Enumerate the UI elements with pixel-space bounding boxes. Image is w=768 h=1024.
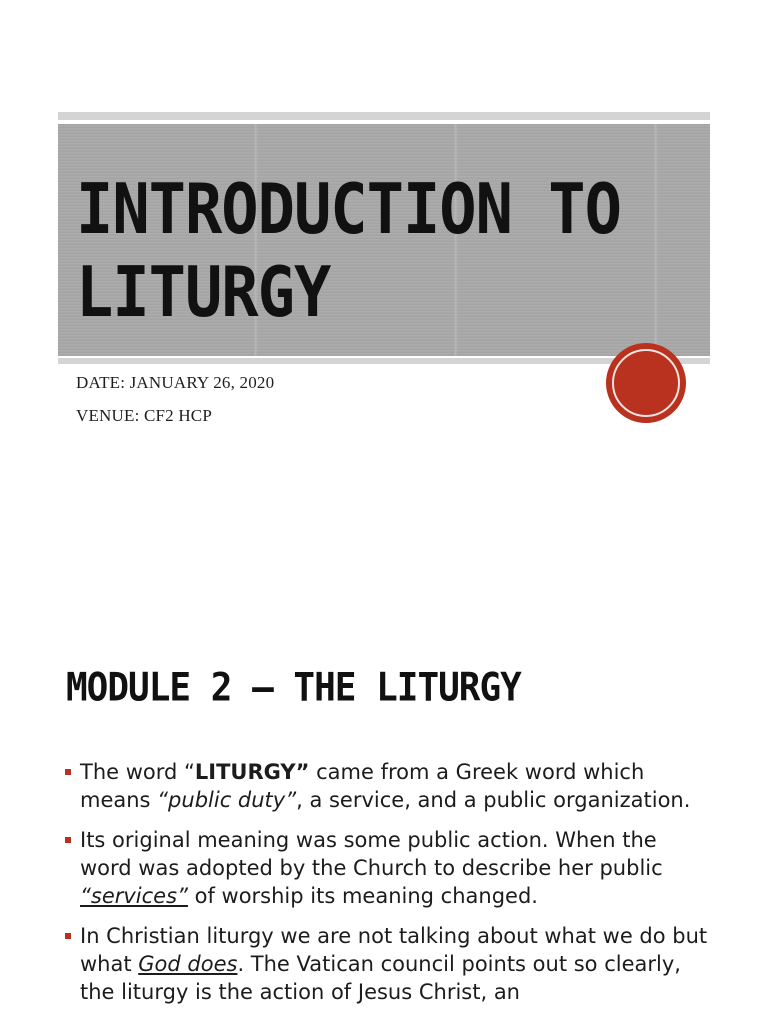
bullet-text: came from a Greek word which means	[80, 760, 645, 812]
bullet-item	[64, 758, 714, 814]
seal-icon	[607, 344, 685, 422]
bullet-square-icon	[65, 769, 71, 775]
bullet-text: In Christian liturgy we are not talking about what we do but what	[80, 924, 708, 976]
venue-text: VENUE: CF2 HCP	[76, 406, 212, 425]
bullet-item	[64, 922, 714, 1006]
bullet-text-italic-underline: God does	[138, 952, 238, 976]
bullet-text: The word “	[80, 760, 195, 784]
bullet-square-icon	[65, 933, 71, 939]
bullet-list	[64, 758, 714, 1018]
bullet-text: , a service, and a public organization.	[296, 788, 691, 812]
module-slide	[0, 590, 768, 1024]
bullet-text: of worship its meaning changed.	[187, 884, 538, 908]
bullet-text: Its original meaning was some public action. When the word was adopted by the Church to describe her public	[80, 828, 663, 880]
bullet-item	[64, 826, 714, 910]
bullet-text-bold: LITURGY”	[194, 760, 310, 784]
slide-title-line-1: INTRODUCTION TO	[76, 168, 621, 250]
module-heading: MODULE 2 – THE LITURGY	[66, 665, 521, 711]
date-text: DATE: JANUARY 26, 2020	[76, 373, 275, 392]
bullet-square-icon	[65, 837, 71, 843]
bullet-text-italic-underline: “services”	[80, 884, 188, 908]
slide-title-line-2: LITURGY	[76, 250, 331, 333]
banner-top-rule	[58, 112, 710, 120]
bullet-text-italic: “public duty”	[157, 788, 297, 812]
bullet-text: . The Vatican council points out so clearly, the liturgy is the action of Jesus Christ, an	[80, 952, 681, 1004]
slide-title	[76, 168, 621, 334]
